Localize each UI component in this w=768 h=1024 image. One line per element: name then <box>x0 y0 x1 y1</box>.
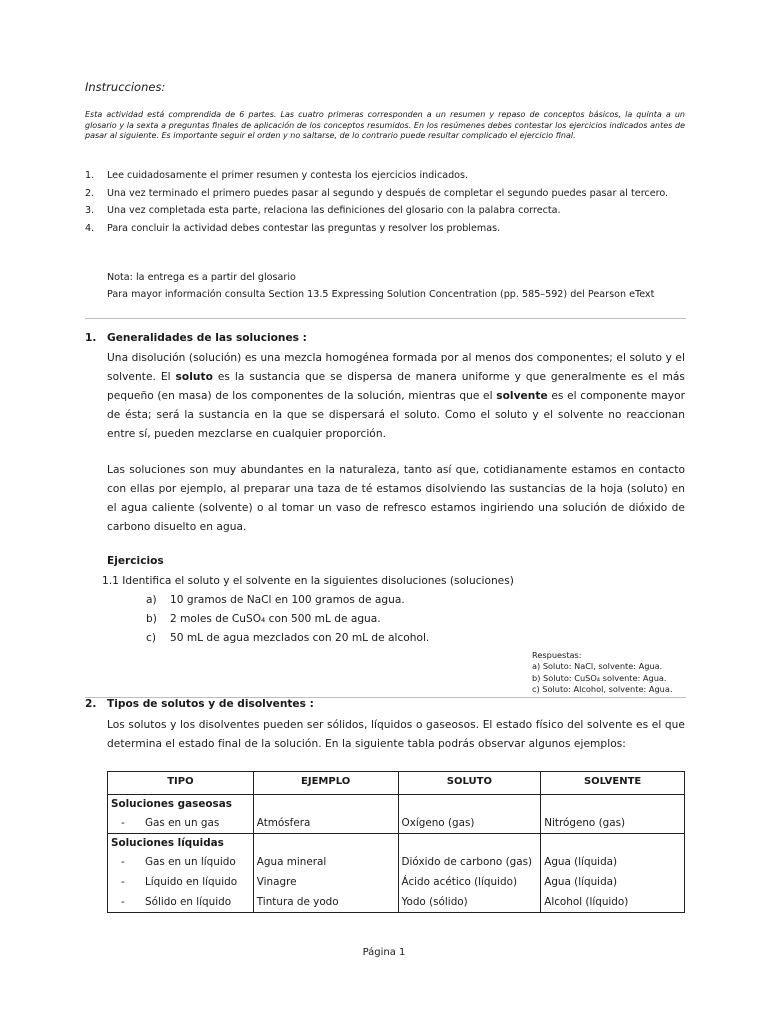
note-line: Para mayor información consulta Section 13.5 Expressing Solution Concentration (pp. 585–592) del Pearson eText <box>107 289 655 300</box>
divider <box>85 318 686 319</box>
answers-heading: Respuestas: <box>532 650 582 660</box>
step-number: 4. <box>85 222 95 234</box>
section-2-paragraph: Los solutos y los disolventes pueden ser sólidos, líquidos o gaseosos. El estado físico del solvente es el que determina el estado final de la solución. En la siguiente tabla podrás observar algunos ejemplos: <box>107 719 685 750</box>
table-cell: Yodo (sólido) <box>398 892 541 913</box>
dash: - <box>121 896 125 908</box>
table-cell: Ácido acético (líquido) <box>398 872 541 892</box>
exercise-letter: b) <box>146 613 157 625</box>
step-text: Una vez completada esta parte, relaciona las definiciones del glosario con la palabra correcta. <box>107 205 561 216</box>
text-run: Una disolución (solución) es una mezcla homogénea formada por al menos dos componentes; el soluto y el solvente. El <box>107 352 685 383</box>
step-number: 1. <box>85 170 95 181</box>
table-header-row <box>108 772 685 795</box>
table-cell <box>541 795 685 814</box>
table-group-row <box>108 795 685 814</box>
table-cell: Alcohol (líquido) <box>541 892 685 913</box>
step-text: Lee cuidadosamente el primer resumen y contesta los ejercicios indicados. <box>107 170 469 181</box>
cell-text: Sólido en líquido <box>145 896 232 908</box>
instructions-title: Instrucciones: <box>85 80 166 94</box>
note-line: Nota: la entrega es a partir del glosario <box>107 272 296 283</box>
table-cell <box>398 795 541 814</box>
examples-table <box>107 771 685 913</box>
table-cell: Atmósfera <box>253 813 398 834</box>
table-header: EJEMPLO <box>253 772 398 795</box>
table-cell <box>108 872 254 892</box>
table-cell: Dióxido de carbono (gas) <box>398 852 541 872</box>
table-cell: Nitrógeno (gas) <box>541 813 685 834</box>
cell-text: Gas en un gas <box>145 817 220 829</box>
table-cell: Agua mineral <box>253 852 398 872</box>
table-row <box>108 872 685 892</box>
text-run: es el componente mayor de ésta; será la sustancia en la que se dispersará el soluto. Como el soluto y el solvente no reaccionan entre sí, pueden mezclarse en cualquier proporción. <box>107 390 685 440</box>
exercises-title: Ejercicios <box>107 555 164 567</box>
term-soluto: soluto <box>175 371 213 383</box>
step-item <box>85 202 685 220</box>
table-cell: Oxígeno (gas) <box>398 813 541 834</box>
dash: - <box>121 876 125 888</box>
exercise-question: 1.1 Identifica el soluto y el solvente en la siguientes disoluciones (soluciones) <box>102 575 514 587</box>
table-row <box>108 892 685 913</box>
table-cell: Vinagre <box>253 872 398 892</box>
group-label: Soluciones líquidas <box>108 834 254 853</box>
step-text: Para concluir la actividad debes contestar las preguntas y resolver los problemas. <box>107 222 501 234</box>
step-number: 3. <box>85 205 95 216</box>
section-1-paragraph-2: Las soluciones son muy abundantes en la naturaleza, tanto así que, cotidianamente estamos en contacto con ellas por ejemplo, al preparar una taza de té estamos disolviendo las sustancias de la hoja (soluto) en el agua caliente (solvente) o al tomar un vaso de refresco estamos ingiriendo una solución de dióxido de carbono disuelto en agua. <box>107 464 685 533</box>
table-header: SOLUTO <box>398 772 541 795</box>
step-item <box>85 185 685 203</box>
exercise-letter: a) <box>146 594 157 606</box>
answers-box <box>532 650 672 696</box>
table-header: TIPO <box>108 772 254 795</box>
section-1-number: 1. <box>85 332 97 344</box>
instructions-note <box>107 269 654 303</box>
exercise-text: 50 mL de agua mezclados con 20 mL de alcohol. <box>170 632 430 644</box>
table-cell: Agua (líquida) <box>541 872 685 892</box>
table-cell <box>108 813 254 834</box>
exercise-text: 2 moles de CuSO₄ con 500 mL de agua. <box>170 613 381 625</box>
exercise-list <box>146 591 429 648</box>
table-header: SOLVENTE <box>541 772 685 795</box>
table-group-row <box>108 834 685 853</box>
exercise-text: 10 gramos de NaCl en 100 gramos de agua. <box>170 594 405 606</box>
step-text: Una vez terminado el primero puedes pasar al segundo y después de completar el segundo puedes pasar al tercero. <box>107 187 669 199</box>
cell-text: Gas en un líquido <box>145 856 236 868</box>
cell-text: Líquido en líquido <box>145 876 238 888</box>
table-cell <box>108 852 254 872</box>
exercise-item <box>146 610 429 629</box>
exercise-item <box>146 629 429 648</box>
dash: - <box>121 817 125 829</box>
table-cell: Tintura de yodo <box>253 892 398 913</box>
exercise-letter: c) <box>146 632 156 644</box>
section-1-title: Generalidades de las soluciones : <box>107 332 307 344</box>
table-cell: Agua (líquida) <box>541 852 685 872</box>
section-1-paragraph-1 <box>107 349 685 444</box>
term-solvente: solvente <box>496 390 548 402</box>
table-cell <box>253 834 398 853</box>
exercise-item <box>146 591 429 610</box>
table-cell <box>398 834 541 853</box>
table-cell <box>108 892 254 913</box>
answer-line: a) Soluto: NaCl, solvente: Agua. <box>532 661 663 672</box>
answer-line: c) Soluto: Alcohol, solvente: Agua. <box>532 684 673 695</box>
step-item <box>85 220 685 238</box>
section-2-title: Tipos de solutos y de disolventes : <box>107 698 314 710</box>
dash: - <box>121 856 125 868</box>
table-cell <box>253 795 398 814</box>
table-row <box>108 813 685 834</box>
page-number: Página 1 <box>362 947 406 958</box>
table-row <box>108 852 685 872</box>
table-cell <box>541 834 685 853</box>
step-number: 2. <box>85 187 95 199</box>
group-label: Soluciones gaseosas <box>108 795 254 814</box>
answer-line: b) Soluto: CuSO₄ solvente: Agua. <box>532 672 667 683</box>
instructions-steps <box>85 167 685 237</box>
section-2-number: 2. <box>85 698 97 710</box>
step-item <box>85 167 685 185</box>
text-run: es la sustancia que se dispersa de manera uniforme y que generalmente es el más pequeño (en masa) de los componentes de la solución, mientras que el <box>107 371 685 402</box>
instructions-intro: Esta actividad está comprendida de 6 partes. Las cuatro primeras corresponden a un resumen y repaso de conceptos básicos, la quinta a un glosario y la sexta a preguntas finales de aplicación de los conceptos resumidos. En los resúmenes debes contestar los ejercicios indicados antes de pasar al siguiente. Es importante seguir el orden y no saltarse, de lo contrario puede resultar complicado el ejercicio final. <box>85 110 685 140</box>
